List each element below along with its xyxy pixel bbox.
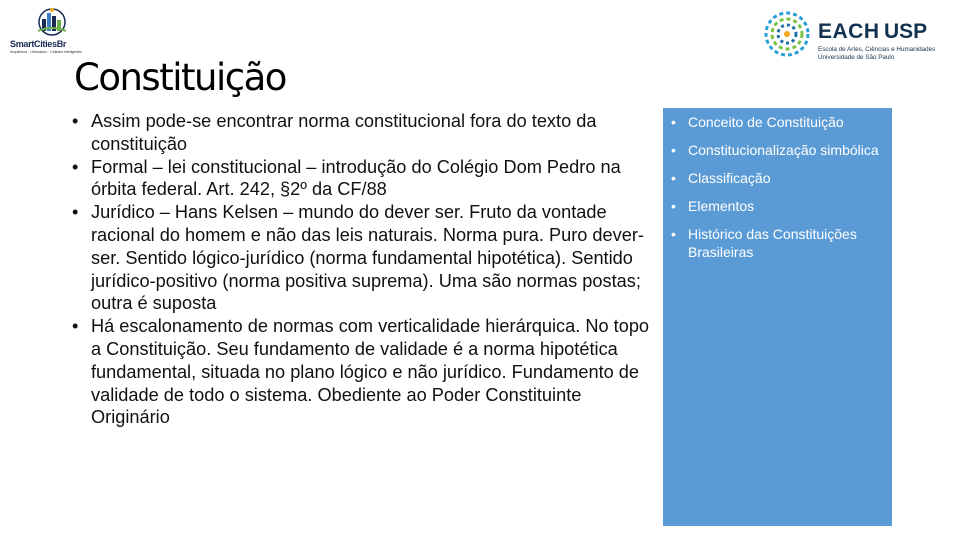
usp-wordmark: USP [884,20,928,43]
topic-item-historico: • Histórico das Constituições Brasileiras [670,225,890,261]
smartcitiesbr-logo [10,5,94,53]
topic-item-elementos: • Elementos [670,197,890,215]
city-skyline-icon [32,7,72,37]
bullet-item: • Há escalonamento de normas com verticalidade hierárquica. No topo a Constituição. Seu fundamento de validade é a norma hipotética fundamental, situada no plano lógico e não jurídico. Fundamento de validade de todo o sistema. Obediente ao Poder Constituinte Originário [70,315,658,429]
each-subtitle-line1: Escola de Artes, Ciências e Humanidades [818,46,936,53]
smartcitiesbr-wordmark: SmartCitiesBr [10,39,67,49]
bullet-item: • Jurídico – Hans Kelsen – mundo do dever ser. Fruto da vontade racional do homem e não das leis naturais. Norma pura. Puro dever-ser. Sentido lógico-jurídico (norma fundamental hipotética). Sentido jurídico-positivo (norma positiva suprema). Uma são normas postas; outra é suposta [70,201,658,315]
smartcitiesbr-tagline: Arquitetura · Urbanismo · Cidades Inteligentes [10,50,82,54]
slide-title: Constituição [74,56,286,99]
each-swirl-icon [762,8,812,60]
bullet-item: • Assim pode-se encontrar norma constitucional fora do texto da constituição [70,110,658,156]
each-wordmark: EACH [818,20,880,43]
topic-item-conceito: • Conceito de Constituição [670,113,890,131]
topic-item-classificacao: • Classificação [670,169,890,187]
each-usp-logo [762,8,952,68]
topics-list [670,113,890,271]
topic-item-constitucionalizacao: • Constitucionalização simbólica [670,141,890,159]
each-subtitle-line2: Universidade de São Paulo [818,54,895,61]
main-bullet-list [70,110,658,429]
bullet-item: • Formal – lei constitucional – introdução do Colégio Dom Pedro na órbita federal. Art. 242, §2º da CF/88 [70,156,658,202]
